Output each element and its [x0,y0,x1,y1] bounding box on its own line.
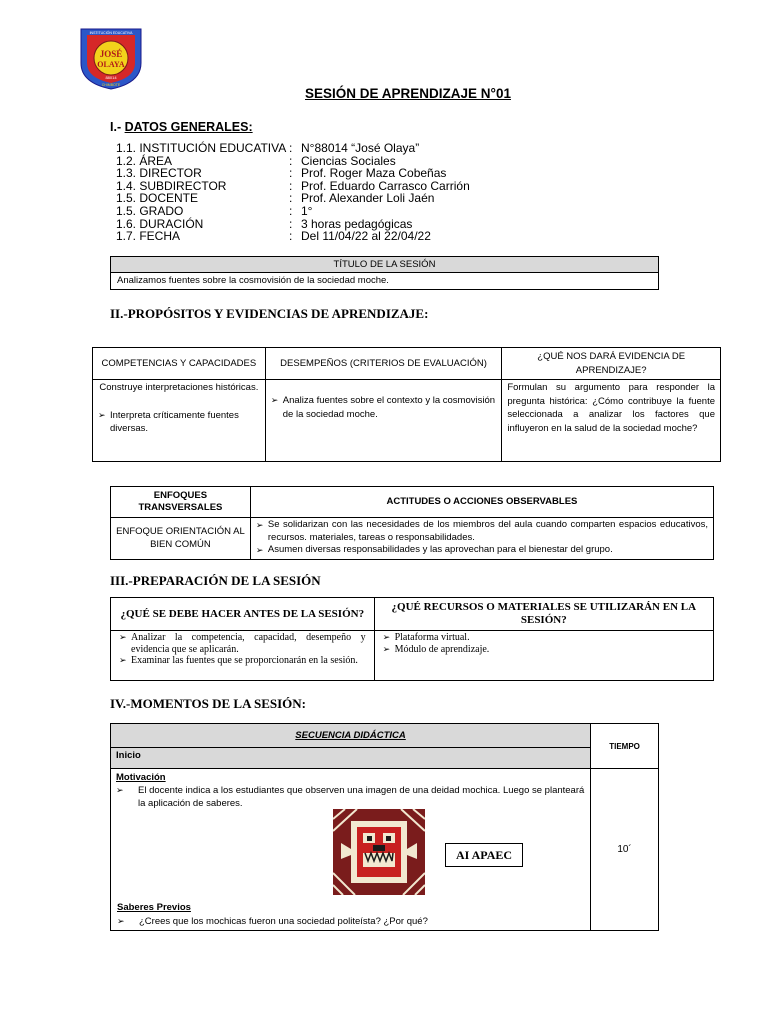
desempenos-cell [265,380,502,462]
col-header-desempenos: DESEMPEÑOS (CRITERIOS DE EVALUACIÓN) [265,348,502,380]
secuencia-header: SECUENCIA DIDÁCTICA [111,724,591,748]
logo-text-olaya: OLAYA [97,60,125,69]
inicio-content-cell [111,769,591,931]
propositos-table [92,347,721,462]
col-header-actitudes: ACTITUDES O ACCIONES OBSERVABLES [250,487,713,518]
tiempo-header: TIEMPO [591,724,659,769]
bullet-arrow-icon: ➢ [98,409,106,420]
titulo-sesion-table [110,256,659,290]
recurso-item: ➢ Plataforma virtual. [382,632,470,643]
deity-image [333,809,425,895]
datos-row: 1.4. SUBDIRECTOR : Prof. Eduardo Carrasco Carrión [116,178,470,193]
motivacion-label: Motivación [116,772,166,783]
capacidad-item: ➢ Interpreta críticamente fuentes diversas. [98,409,239,434]
bullet-arrow-icon: ➢ [270,395,279,405]
desempeno-item: ➢ Analiza fuentes sobre el contexto y la cosmovisión de la sociedad moche. [270,395,496,420]
col-header-competencias: COMPETENCIAS Y CAPACIDADES [93,348,266,380]
section-momentos-heading: IV.-MOMENTOS DE LA SESIÓN: [110,696,307,711]
col-header-evidencia: ¿QUÉ NOS DARÁ EVIDENCIA DE APRENDIZAJE? [502,348,721,380]
antes-item: ➢ Analizar la competencia, capacidad, desempeño y evidencia que se aplicarán. [119,632,366,655]
accion-item: ➢ Asumen diversas responsabilidades y las aprovechan para el bienestar del grupo. [255,544,613,555]
datos-row: 1.1. INSTITUCIÓN EDUCATIVA : N°88014 “José Olaya” [116,141,420,155]
section-datos-generales-heading: I.- DATOS GENERALES: [110,120,253,134]
bullet-arrow-icon: ➢ [117,916,125,926]
col-header-recursos: ¿QUÉ RECURSOS O MATERIALES SE UTILIZARÁN EN LA SESIÓN? [374,598,713,631]
bullet-arrow-icon: ➢ [382,632,391,642]
section-propositos-heading: II.-PROPÓSITOS Y EVIDENCIAS DE APRENDIZAJE: [110,306,429,321]
motivacion-item: ➢ El docente indica a los estudiantes que observen una imagen de una deidad mochica. Luego se planteará la aplicación de saberes. [116,785,585,809]
school-logo [77,25,145,91]
competencias-cell [93,380,266,462]
bullet-arrow-icon: ➢ [119,632,127,642]
logo-text-jose: JOSÉ [99,49,123,59]
datos-row: 1.7. FECHA : Del 11/04/22 al 22/04/22 [116,229,431,244]
momentos-table [110,723,659,931]
accion-item: ➢ Se solidarizan con las necesidades de los miembros del aula cuando comparten espacios educativos, recursos. materiales, tareas o responsabilidades. [255,519,708,543]
enfoque-cell: ENFOQUE ORIENTACIÓN AL BIEN COMÚN [111,518,251,560]
bullet-arrow-icon: ➢ [119,655,127,665]
bullet-arrow-icon: ➢ [255,545,264,555]
preparacion-table [110,597,714,681]
col-header-enfoques: ENFOQUES TRANSVERSALES [111,487,251,518]
recursos-cell [374,631,713,681]
logo-city: CHIMBOTE [101,83,121,87]
datos-row: 1.6. DURACIÓN : 3 horas pedagógicas [116,216,413,231]
recurso-item: ➢ Módulo de aprendizaje. [382,643,490,655]
datos-row: 1.3. DIRECTOR : Prof. Roger Maza Cobeñas [116,166,447,181]
datos-row: 1.5. GRADO : 1° [116,203,313,218]
document-title: SESIÓN DE APRENDIZAJE N°01 [305,86,511,101]
competencia-text: Construye interpretaciones históricas. [99,382,259,393]
saberes-previos-label: Saberes Previos [117,902,191,913]
image-caption-box: AI APAEC [445,843,523,867]
col-header-antes: ¿QUÉ SE DEBE HACER ANTES DE LA SESIÓN? [111,598,375,631]
datos-generales-list [116,142,470,243]
logo-number: 88014 [105,75,117,80]
bullet-arrow-icon: ➢ [382,643,391,654]
acciones-cell [250,518,713,560]
logo-ring-text: INSTITUCIÓN EDUCATIVA [89,31,133,35]
titulo-sesion-value: Analizamos fuentes sobre la cosmovisión de la sociedad moche. [111,273,659,290]
titulo-sesion-header: TÍTULO DE LA SESIÓN [111,257,659,273]
antes-cell [111,631,375,681]
section-preparacion-heading: III.-PREPARACIÓN DE LA SESIÓN [110,573,321,588]
enfoques-table [110,486,714,560]
saberes-previos-item: ➢ ¿Crees que los mochicas fueron una sociedad politeísta? ¿Por qué? [117,916,428,927]
bullet-arrow-icon: ➢ [116,785,124,795]
antes-item: ➢ Examinar las fuentes que se proporcionarán en la sesión. [119,655,358,666]
inicio-row: Inicio [111,748,591,769]
bullet-arrow-icon: ➢ [255,520,264,530]
datos-row: 1.5. DOCENTE : Prof. Alexander Loli Jaén [116,191,435,206]
evidencia-cell: Formulan su argumento para responder la pregunta histórica: ¿Cómo contribuye la fuente seleccionada a analizar los factores que influyeron en la salud de la sociedad moche? [502,380,721,462]
tiempo-value: 10´ [591,769,659,931]
datos-row: 1.2. ÁREA : Ciencias Sociales [116,153,396,168]
